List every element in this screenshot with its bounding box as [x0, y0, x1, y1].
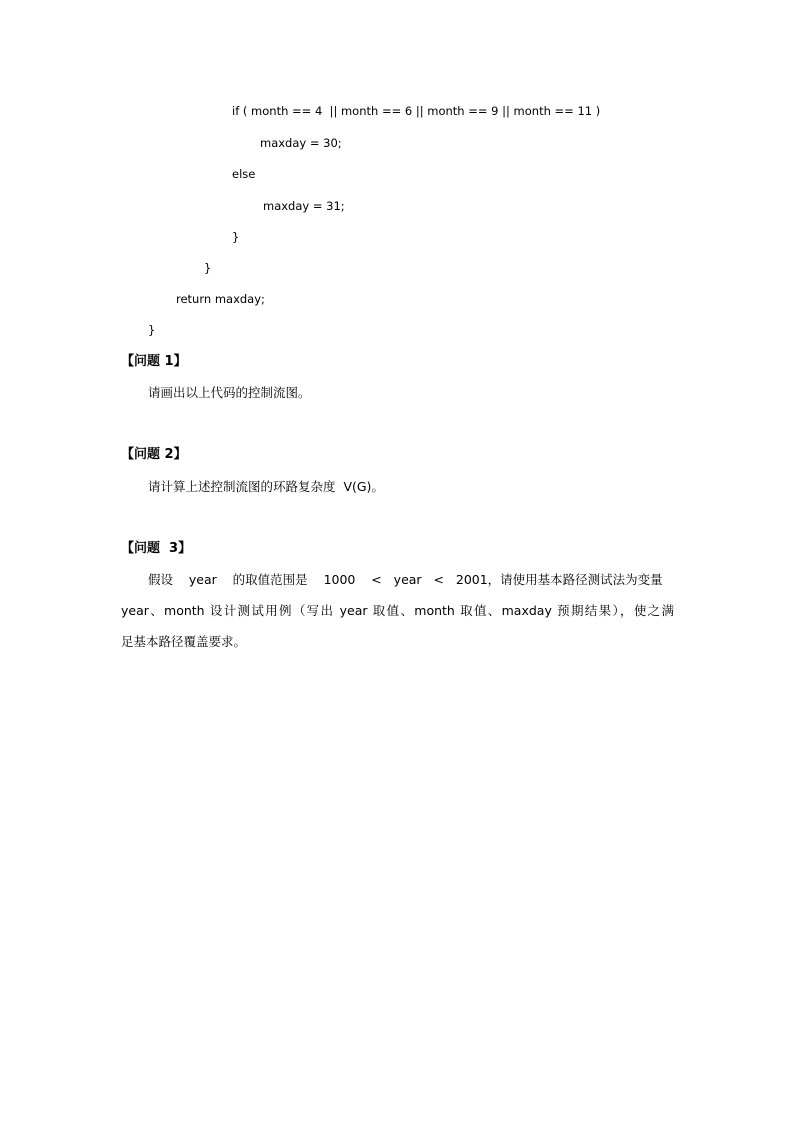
code-line-close-brace-outer: }: [148, 323, 156, 337]
code-line-maxday-31: maxday = 31;: [263, 199, 345, 213]
question-3-text-line-2: year、month 设计测试用例（写出 year 取值、month 取值、maxday 预期结果），使之满: [121, 603, 674, 618]
question-2-text: 请计算上述控制流图的环路复杂度 V(G)。: [148, 479, 384, 494]
question-3-text-line-3: 足基本路径覆盖要求。: [121, 634, 247, 649]
question-3-heading: 【问题 3】: [121, 541, 192, 556]
question-3-text-line-1: 假设 year 的取值范围是 1000 < year < 2001，请使用基本路径测试法为变量: [148, 572, 663, 587]
code-line-else: else: [232, 167, 256, 181]
code-line-maxday-30: maxday = 30;: [260, 136, 342, 150]
code-line-return: return maxday;: [176, 292, 265, 306]
question-1-heading: 【问题 1】: [121, 354, 187, 369]
code-line-if-month: if ( month == 4 || month == 6 || month == 9 || month == 11 ): [232, 104, 601, 118]
question-2-heading: 【问题 2】: [121, 447, 187, 462]
code-line-close-brace-inner: }: [232, 230, 240, 244]
question-1-text: 请画出以上代码的控制流图。: [148, 385, 311, 400]
code-line-close-brace-middle: }: [204, 261, 212, 275]
